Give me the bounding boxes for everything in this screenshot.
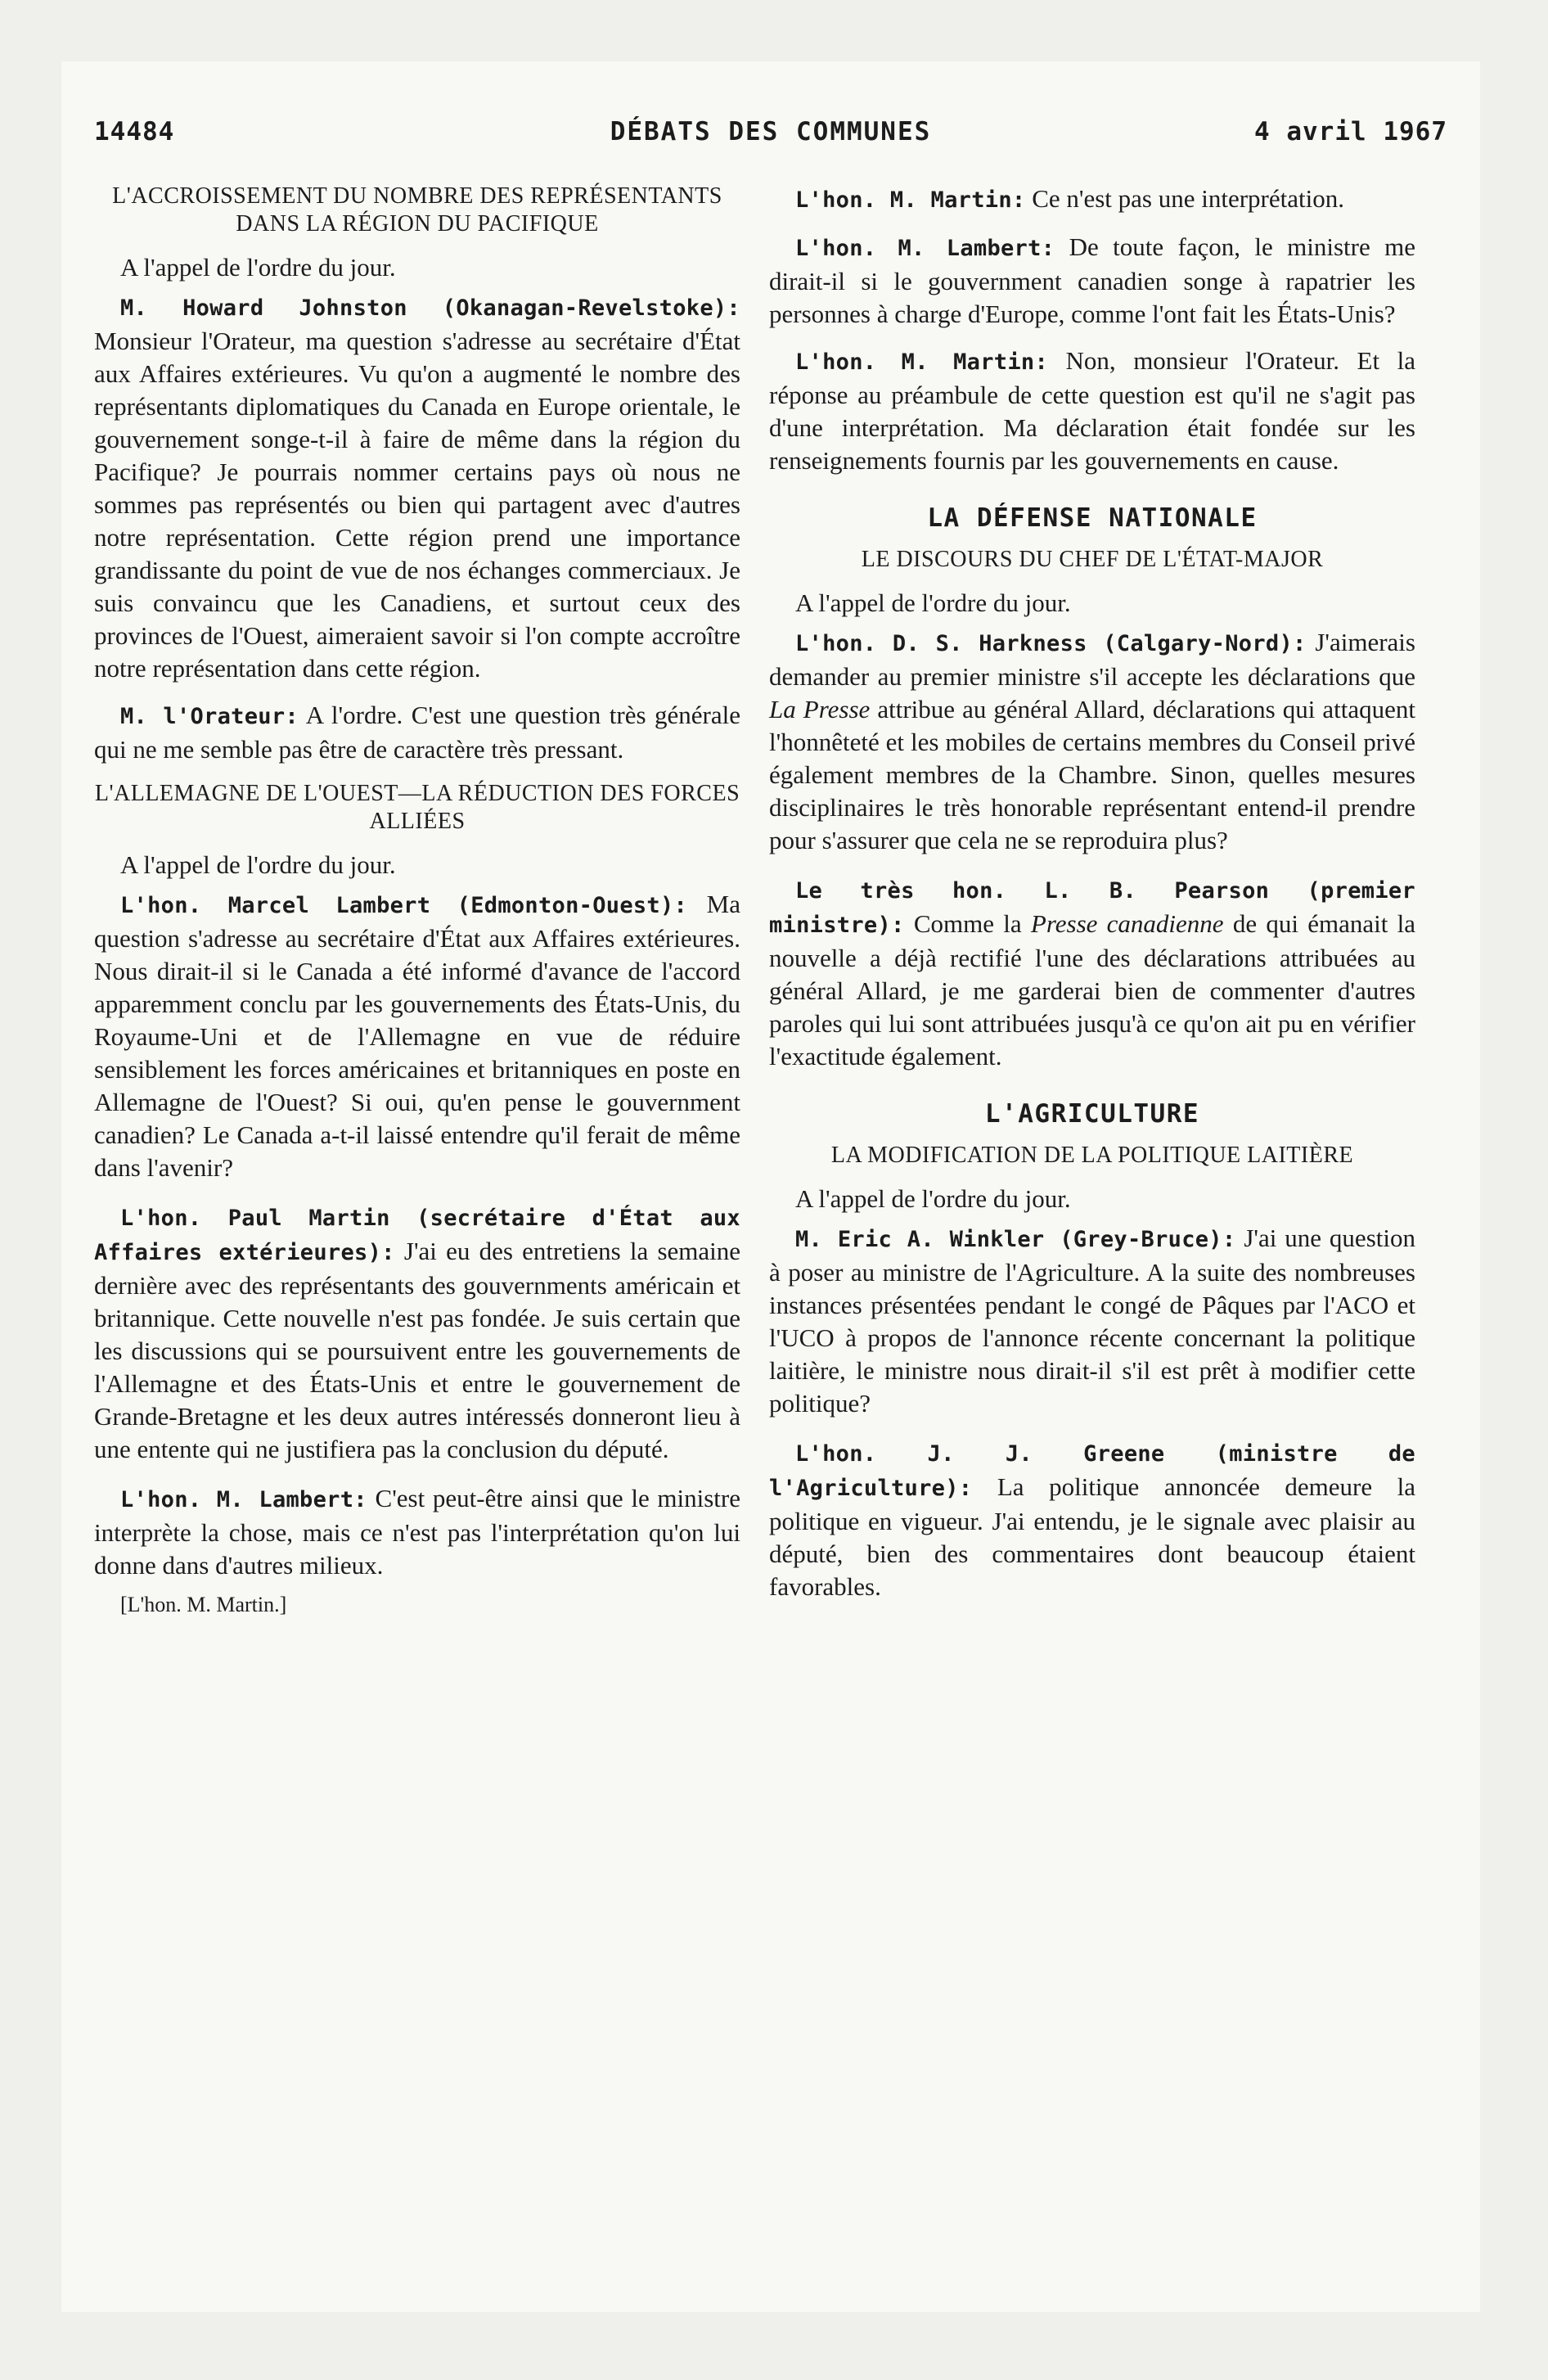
publication-name: Presse canadienne — [1030, 909, 1224, 938]
speech-text: J'aimerais demander au premier ministre s'il accepte les déclarations que — [769, 628, 1415, 691]
section-heading: L'AGRICULTURE — [984, 1099, 1200, 1129]
subheading: LA MODIFICATION DE LA POLITIQUE LAITIÈRE — [830, 1143, 1354, 1168]
speech-paragraph — [769, 183, 1415, 217]
speech-text: J'ai eu des entretiens la semaine dernière avec des représentants des gouvernments américain et britannique. Cette nouvelle n'est pas fondée. Je suis certain que les discussions qui se poursuivent entre les gouvernements de l'Allemagne et des États-Unis et entre le gouvernement de Grande-Bretagne et les deux autres intéressés donneront lieu à une entente qui ne justifiera pas la conclusion du député. — [94, 1237, 741, 1463]
speaker-name: Le très hon. L. B. Pearson (premier ministre): — [769, 878, 1415, 938]
speech-text: Comme la — [904, 909, 1031, 938]
speech-text: De toute façon, le ministre me dirait-il si le gouvernment canadien songe à rapatrier les personnes à charge d'Europe, comme l'ont fait les États-Unis? — [769, 232, 1415, 328]
speaker-name: L'hon. J. J. Greene (ministre de l'Agriculture): — [769, 1441, 1415, 1501]
speaker-name: L'hon. M. Martin: — [795, 187, 1026, 213]
speech-text: Ce n'est pas une interprétation. — [1025, 184, 1344, 213]
page-date: 4 avril 1967 — [1254, 117, 1447, 146]
section-heading: LA DÉFENSE NATIONALE — [927, 503, 1258, 533]
subheading: L'ACCROISSEMENT DU NOMBRE DES REPRÉSENTANTS DANS LA RÉGION DU PACIFIQUE — [112, 183, 722, 237]
subheading: L'ALLEMAGNE DE L'OUEST—LA RÉDUCTION DES FORCES ALLIÉES — [94, 781, 740, 834]
speech-paragraph — [769, 231, 1415, 331]
speech-paragraph — [94, 1482, 740, 1582]
left-column — [94, 183, 740, 1635]
speech-text: J'ai une question à poser au ministre de l'Agriculture. A la suite des nombreuses instances présentées pendant le congé de Pâques par l'ACO et l'UCO à propos de l'annonce récente concernant la politique laitière, le ministre nous dirait-il s'il est prêt à modifier cette politique? — [769, 1224, 1415, 1418]
procedural-note: A l'appel de l'ordre du jour. — [120, 850, 396, 879]
speech-text: Non, monsieur l'Orateur. Et la réponse au préambule de cette question est qu'il ne s'agit pas d'une interprétation. Ma déclaration était fondée sur les renseignements fournis par les gouvernements en cause. — [769, 346, 1415, 475]
procedural-note: A l'appel de l'ordre du jour. — [795, 588, 1071, 617]
speaker-name: L'hon. Paul Martin (secrétaire d'État aux Affaires extérieures): — [94, 1206, 740, 1265]
speaker-name: M. Eric A. Winkler (Grey-Bruce): — [795, 1227, 1236, 1252]
procedural-note: A l'appel de l'ordre du jour. — [120, 253, 396, 282]
document-page — [61, 61, 1480, 2312]
speech-paragraph — [769, 1222, 1415, 1420]
speech-paragraph — [769, 1436, 1415, 1603]
speech-paragraph — [769, 345, 1415, 477]
speech-paragraph — [94, 699, 740, 766]
subheading: LE DISCOURS DU CHEF DE L'ÉTAT-MAJOR — [861, 547, 1324, 572]
page-number: 14484 — [94, 117, 175, 146]
right-column — [769, 183, 1415, 1617]
speech-text: La politique annoncée demeure la politique en vigueur. J'ai entendu, je le signale avec plaisir au député, bien des commentaires dont beaucoup étaient favorables. — [769, 1472, 1415, 1601]
speaker-name: M. l'Orateur: — [120, 704, 299, 729]
page-header — [94, 117, 1447, 153]
publication-name: La Presse — [769, 695, 871, 723]
speech-text: de qui émanait la nouvelle a déjà rectifié l'une des déclarations attribuées au général Allard, je me garderai bien de commenter d'autres paroles qui lui sont attribuées jusqu'à ce qu'on ait pu en vérifier l'exactitude également. — [769, 909, 1415, 1071]
speech-paragraph — [94, 1201, 740, 1466]
speaker-name: L'hon. M. Lambert: — [120, 1487, 367, 1512]
speech-text: attribue au général Allard, déclarations qui attaquent l'honnêteté et les mobiles de certains membres du Conseil privé également membres de la Chambre. Sinon, quelles mesures disciplinaires le très honorable représentant entend-il prendre pour s'assurer que cela ne se reproduira plus? — [769, 695, 1415, 854]
speaker-name: L'hon. D. S. Harkness (Calgary-Nord): — [795, 631, 1307, 656]
speaker-name: L'hon. Marcel Lambert (Edmonton-Ouest): — [120, 893, 688, 918]
procedural-note: A l'appel de l'ordre du jour. — [795, 1184, 1071, 1213]
running-title: DÉBATS DES COMMUNES — [610, 117, 932, 146]
speaker-name: M. Howard Johnston (Okanagan-Revelstoke): — [120, 295, 740, 321]
speech-text: A l'ordre. C'est une question très générale qui ne me semble pas être de caractère très pressant. — [94, 701, 740, 764]
speaker-name: L'hon. M. Martin: — [795, 349, 1048, 375]
speech-text: Monsieur l'Orateur, ma question s'adresse au secrétaire d'État aux Affaires extérieures. Vu qu'on a augmenté le nombre des représentants diplomatiques du Canada en Europe orientale, le gouvernement songe-t-il à faire de même dans la région du Pacifique? Je pourrais nommer certains pays où nous ne sommes pas représentés ou bien qui partagent avec d'autres notre représentation. Cette région prend une importance grandissante du point de vue de nos échanges commerciaux. Je suis convaincu que les Canadiens, et surtout ceux des provinces de l'Ouest, aimeraient savoir si l'on compte accroître notre représentation dans cette région. — [94, 327, 740, 683]
speech-paragraph — [769, 626, 1415, 857]
speech-paragraph — [94, 291, 740, 685]
speaker-name: L'hon. M. Lambert: — [795, 236, 1055, 261]
speech-text: Ma question s'adresse au secrétaire d'État aux Affaires extérieures. Nous dirait-il si le Canada a été informé d'avance de l'accord apparemment conclu par les gouvernements des États-Unis, du Royaume-Uni et de l'Allemagne en vue de réduire sensiblement les forces américaines et britanniques en poste en Allemagne de l'Ouest? Si oui, qu'en pense le gouvernment canadien? Le Canada a-t-il laissé entendre qu'il ferait de même dans l'avenir? — [94, 890, 740, 1182]
speaker-continuation-note: [L'hon. M. Martin.] — [120, 1593, 287, 1616]
speech-paragraph — [769, 873, 1415, 1073]
speech-text: C'est peut-être ainsi que le ministre interprète la chose, mais ce n'est pas l'interprétation qu'on lui donne dans d'autres milieux. — [94, 1484, 740, 1580]
speech-paragraph — [94, 888, 740, 1184]
